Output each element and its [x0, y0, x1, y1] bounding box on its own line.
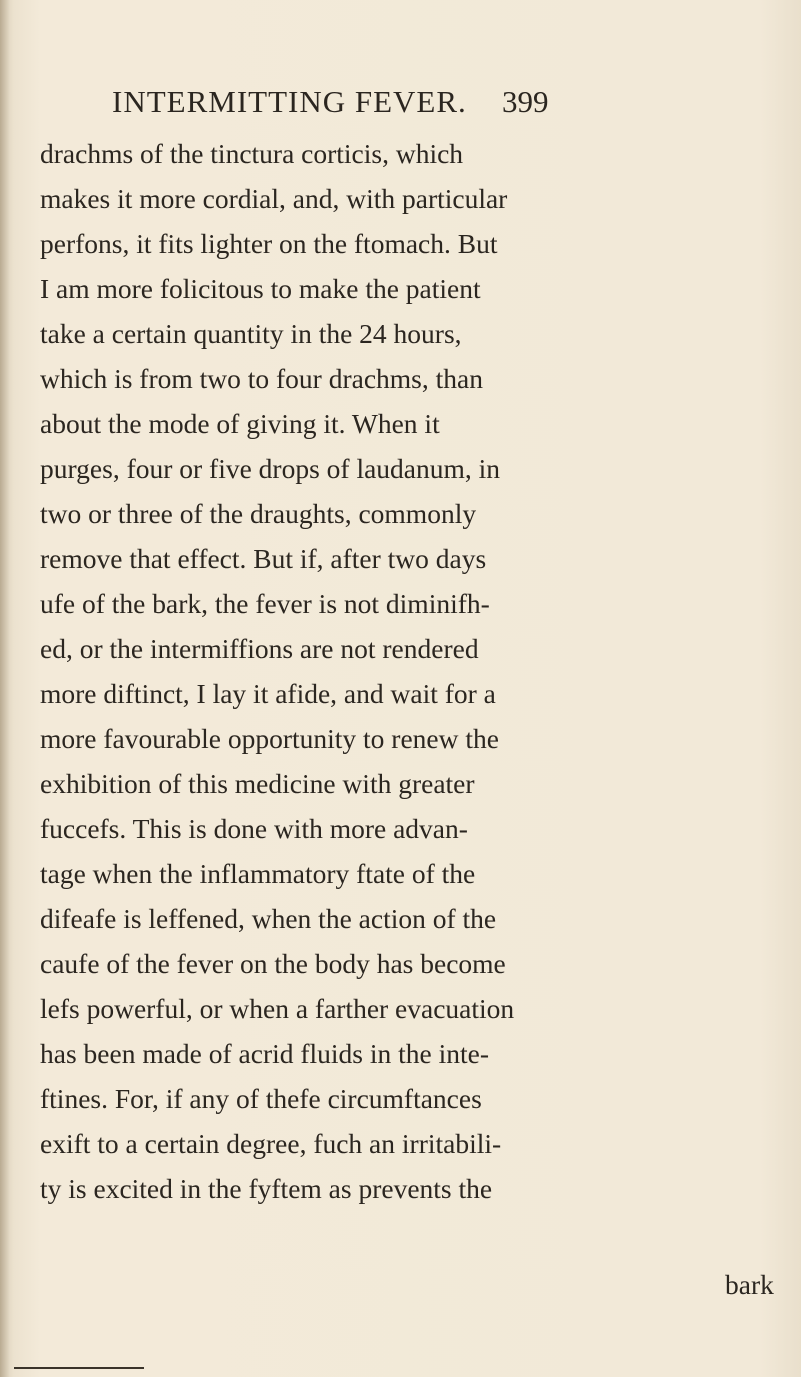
text-line: take a certain quantity in the 24 hours,: [40, 318, 462, 349]
text-line: ed, or the intermiffions are not rendered: [40, 633, 479, 664]
page-number: 399: [502, 84, 549, 119]
text-line: ufe of the bark, the fever is not diminifh-: [40, 588, 490, 619]
text-line: makes it more cordial, and, with particular: [40, 183, 508, 214]
text-line: tage when the inflammatory ftate of the: [40, 858, 476, 889]
text-line: has been made of acrid fluids in the inte-: [40, 1038, 490, 1069]
text-line: I am more folicitous to make the patient: [40, 273, 481, 304]
text-line: drachms of the tinctura corticis, which: [40, 138, 464, 169]
text-line: fuccefs. This is done with more advan-: [40, 813, 468, 844]
text-line: exift to a certain degree, fuch an irritabili-: [40, 1128, 502, 1159]
text-line: remove that effect. But if, after two days: [40, 543, 487, 574]
text-line: more diftinct, I lay it afide, and wait for a: [40, 678, 496, 709]
page-gutter: [0, 0, 10, 1377]
text-line: ftines. For, if any of thefe circumftances: [40, 1083, 482, 1114]
text-line: ty is excited in the fyftem as prevents the: [40, 1173, 493, 1204]
text-line: about the mode of giving it. When it: [40, 408, 440, 439]
text-line: lefs powerful, or when a farther evacuation: [40, 993, 515, 1024]
text-line: exhibition of this medicine with greater: [40, 768, 475, 799]
text-line: difeafe is leffened, when the action of the: [40, 903, 497, 934]
catchword: bark: [725, 1269, 774, 1300]
text-line: more favourable opportunity to renew the: [40, 723, 499, 754]
bottom-rule: [14, 1367, 144, 1369]
running-title: INTERMITTING FEVER.: [112, 84, 467, 119]
text-line: perfons, it fits lighter on the ftomach. But: [40, 228, 498, 259]
text-line: purges, four or five drops of laudanum, in: [40, 453, 501, 484]
text-line: caufe of the fever on the body has become: [40, 948, 506, 979]
text-line: which is from two to four drachms, than: [40, 363, 483, 394]
page-header: [112, 84, 612, 128]
text-line: two or three of the draughts, commonly: [40, 498, 477, 529]
